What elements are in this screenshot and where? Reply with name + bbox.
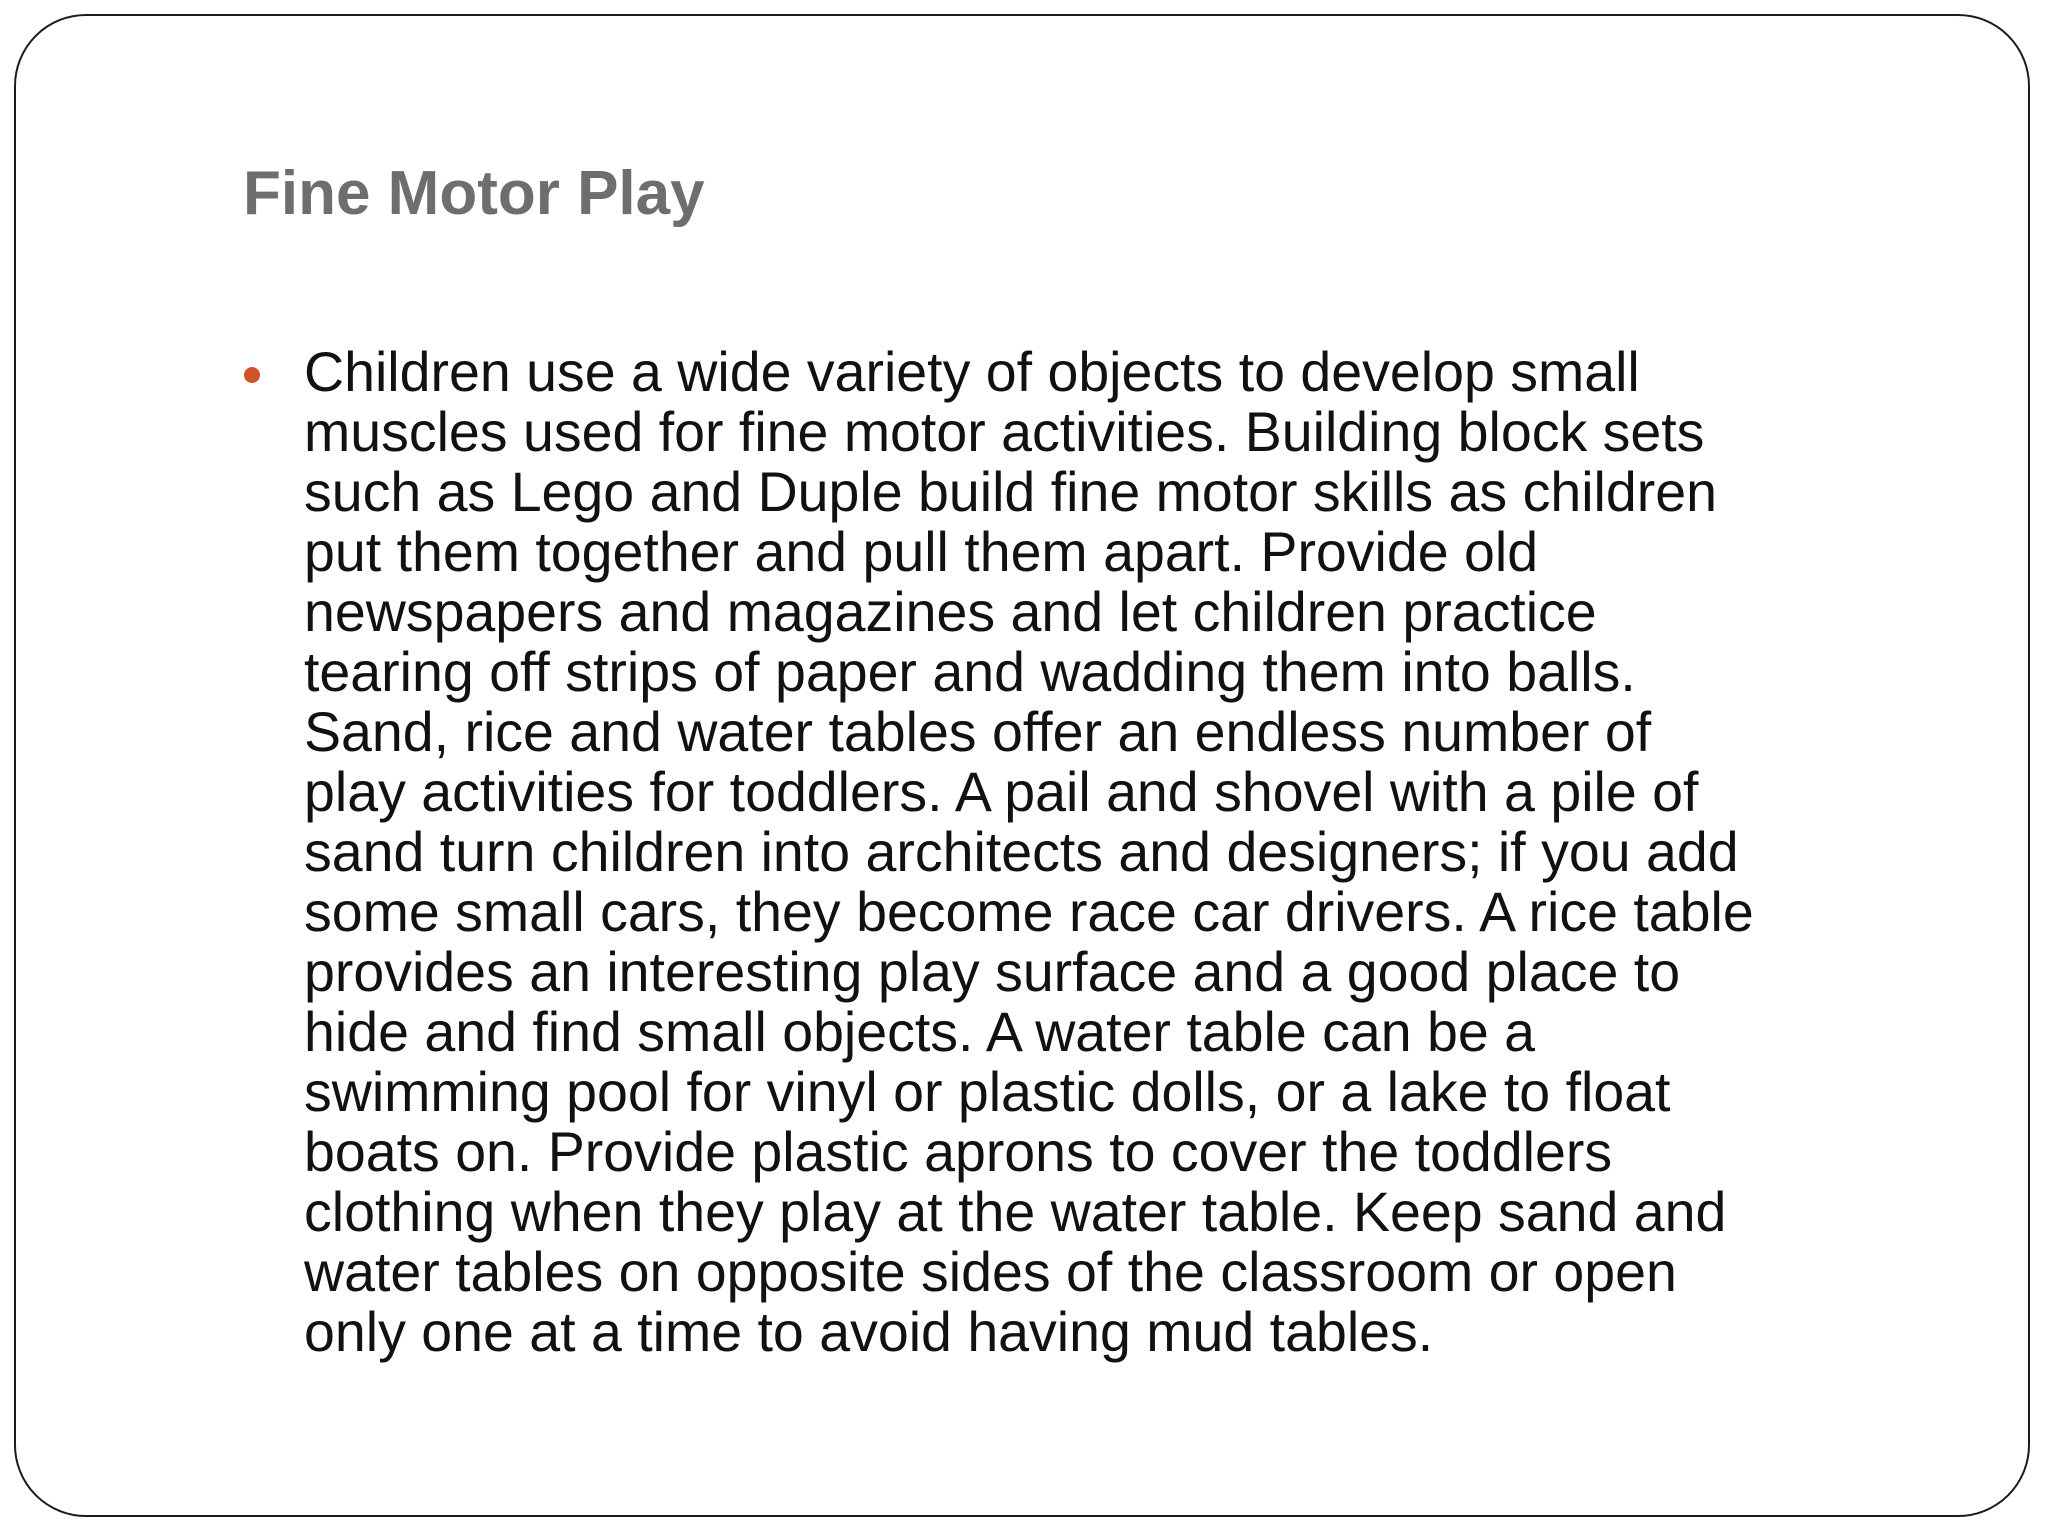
bullet-list (244, 342, 1969, 1362)
bullet-text (304, 342, 1969, 1362)
slide-frame (14, 14, 2030, 1517)
bullet-text-line: boats on. Provide plastic aprons to cover the toddlers (304, 1121, 1613, 1183)
bullet-text-line: such as Lego and Duple build fine motor skills as children (304, 461, 1717, 523)
bullet-dot-icon (244, 367, 260, 383)
bullet-text-line: tearing off strips of paper and wadding them into balls. (304, 641, 1636, 703)
bullet-text-line: water tables on opposite sides of the classroom or open (304, 1241, 1677, 1303)
bullet-text-line: sand turn children into architects and designers; if you add (304, 821, 1739, 883)
bullet-item (244, 342, 1969, 1362)
bullet-text-line: Sand, rice and water tables offer an endless number of (304, 701, 1652, 763)
bullet-text-line: swimming pool for vinyl or plastic dolls, or a lake to float (304, 1061, 1671, 1123)
bullet-text-line: hide and find small objects. A water table can be a (304, 1001, 1536, 1063)
bullet-text-line: muscles used for fine motor activities. Building block sets (304, 401, 1705, 463)
bullet-text-line: some small cars, they become race car drivers. A rice table (304, 881, 1754, 943)
bullet-text-line: provides an interesting play surface and a good place to (304, 941, 1681, 1003)
bullet-text-line: only one at a time to avoid having mud tables. (304, 1301, 1434, 1363)
bullet-text-line: put them together and pull them apart. Provide old (304, 521, 1539, 583)
bullet-text-line: clothing when they play at the water table. Keep sand and (304, 1181, 1727, 1243)
bullet-text-line: newspapers and magazines and let children practice (304, 581, 1597, 643)
bullet-text-line: play activities for toddlers. A pail and shovel with a pile of (304, 761, 1699, 823)
bullet-text-line: Children use a wide variety of objects to develop small (304, 341, 1640, 403)
slide-title: Fine Motor Play (243, 159, 705, 228)
